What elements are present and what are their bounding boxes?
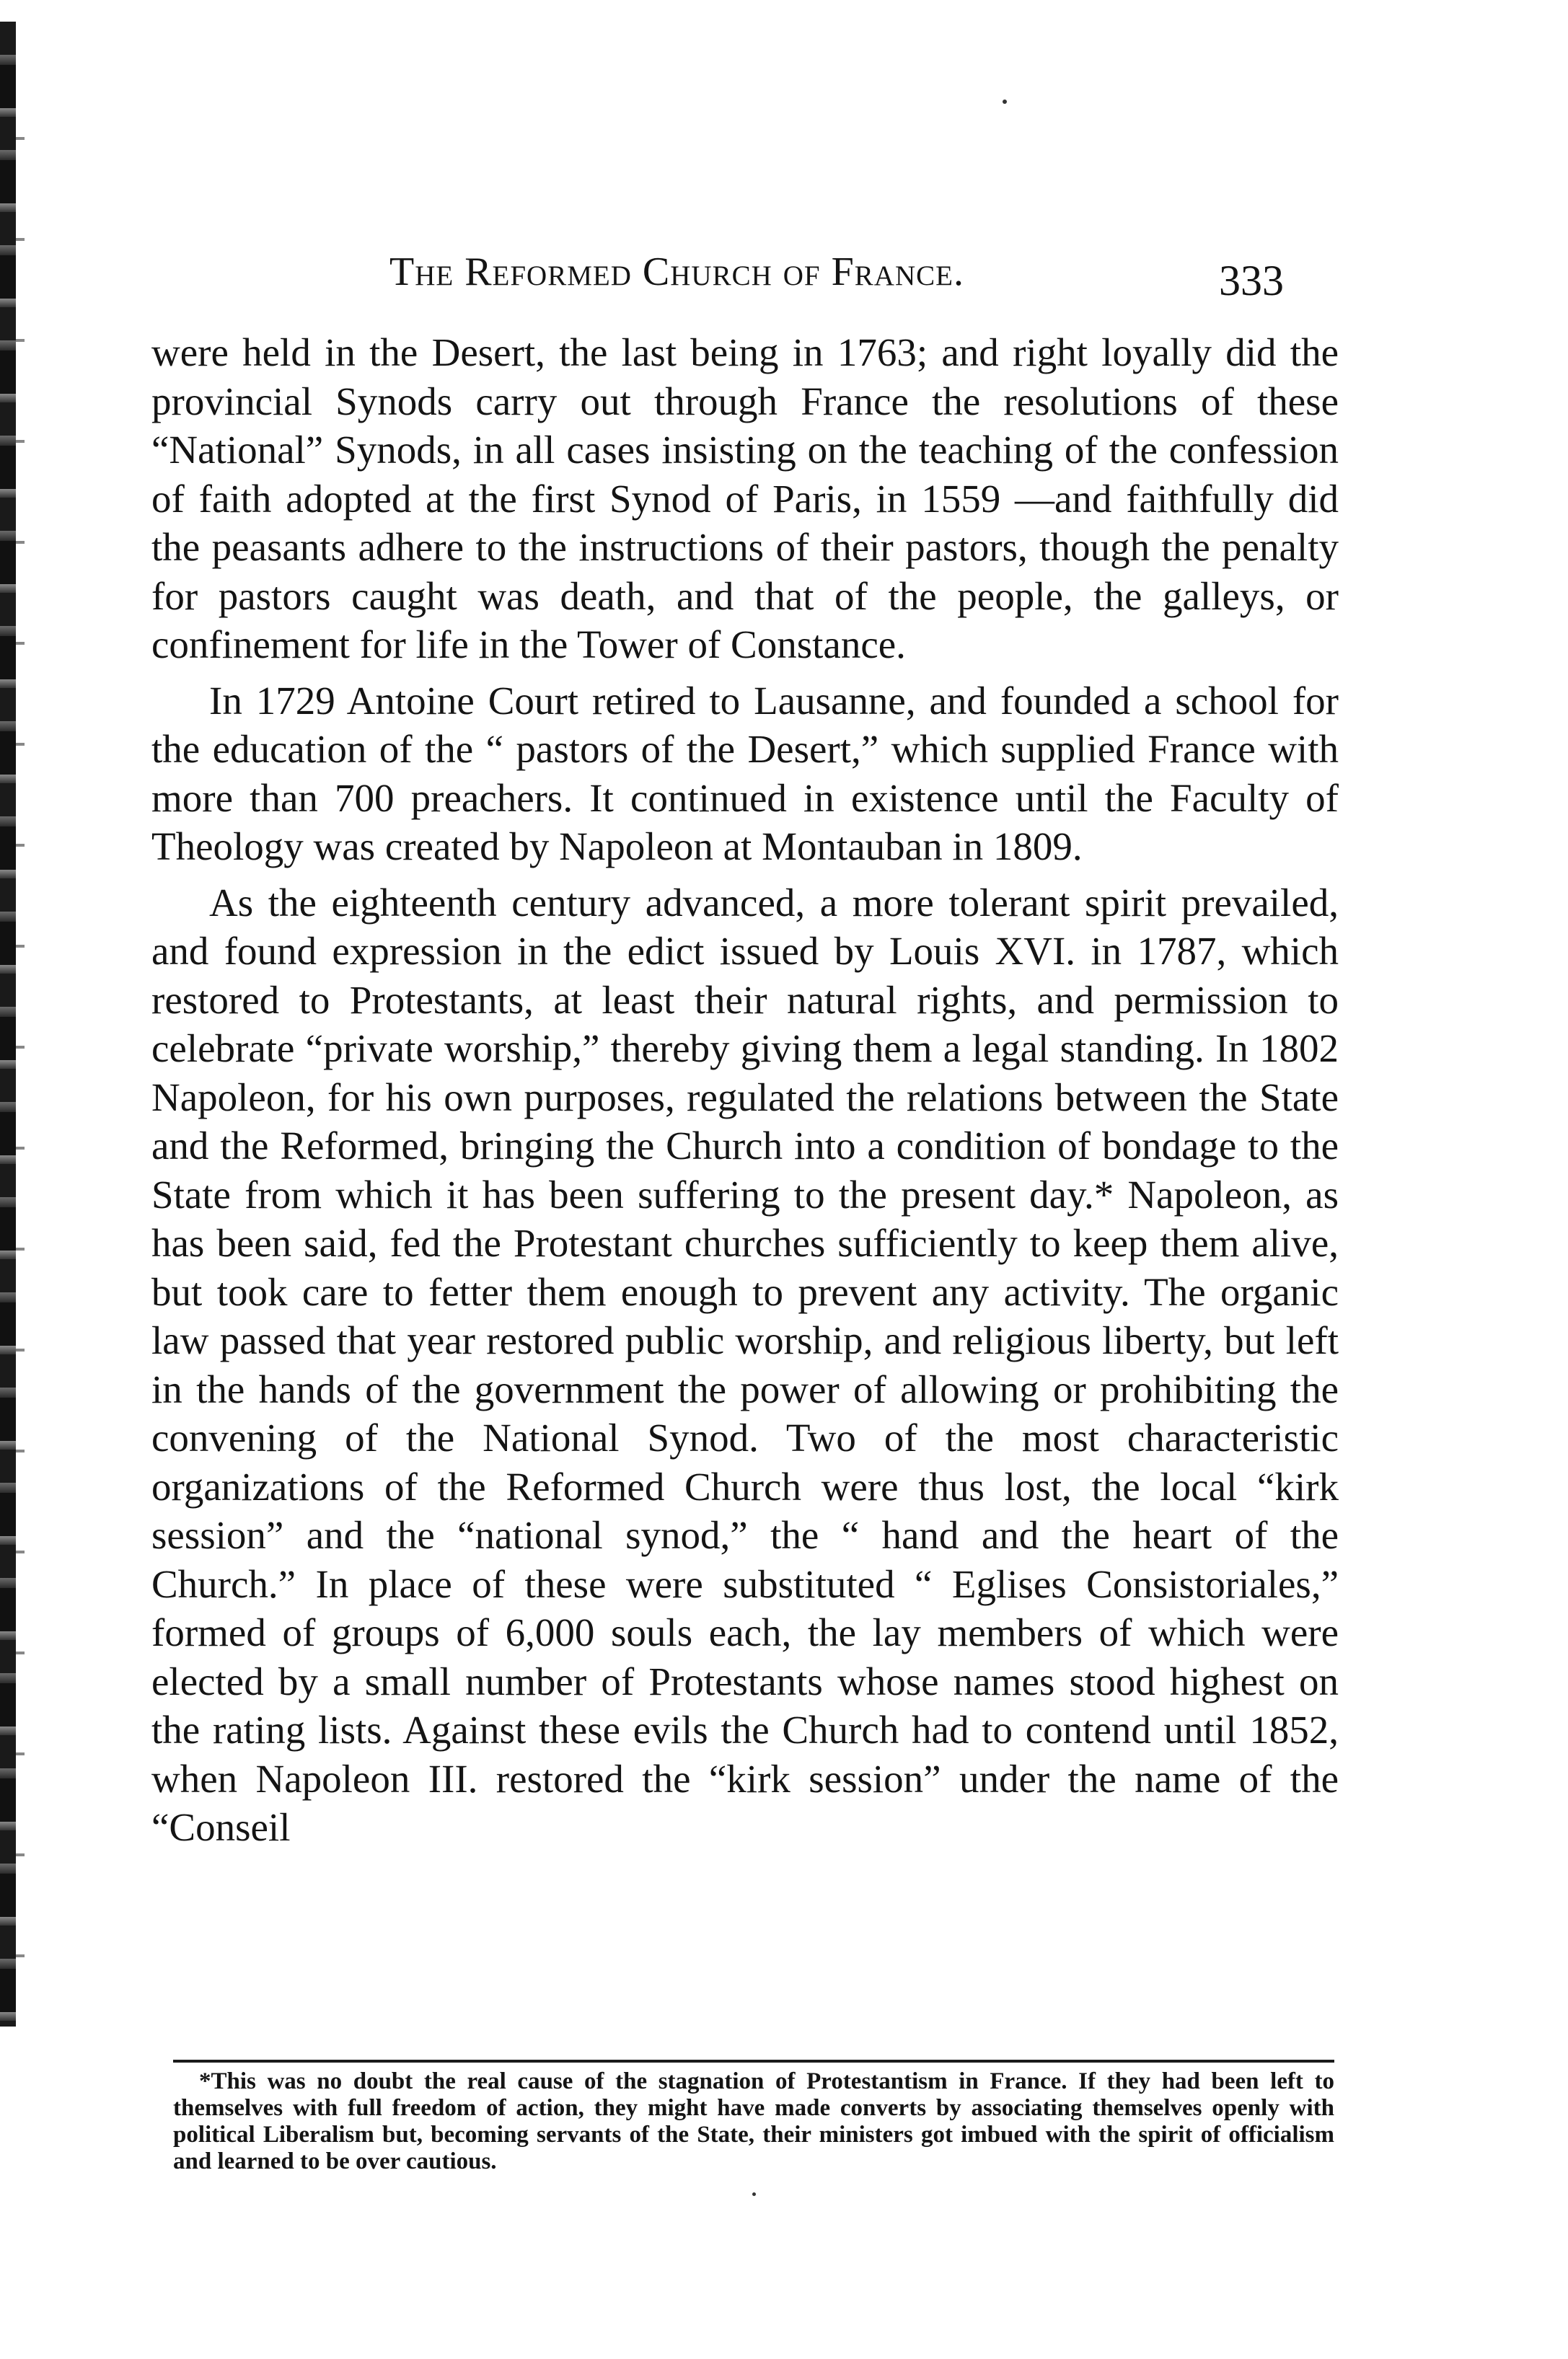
scan-speck [1003,100,1007,104]
footnote: *This was no doubt the real cause of the stagnation of Protestantism in France. If they had been left to themselves with full freedom of action, they might have made converts by associating themselves openly with political Liberalism but, becoming servants of the State, their ministers got imbued with the spirit of officialism and learned to be over cautious. [173,2068,1334,2174]
paragraph: In 1729 Antoine Court retired to Lausanne, and founded a school for the education of the “ pastors of the Desert,” which supplied France with more than 700 preachers. It continued in existence until the Faculty of Theology was created by Napoleon at Montauban in 1809. [151,678,1339,868]
footnote-rule [173,2060,1334,2063]
scan-binding-shadow [0,22,16,2027]
scan-binding-marks [16,87,25,1962]
paragraph: were held in the Desert, the last being in 1763; and right loyally did the provincial Synods carry out through France the resolutions of these “National” Synods, in all cases insisting on the teaching of the confession of faith adopted at the first Synod of Paris, in 1559 —and faithfully did the peasants adhere to the instructions of their pastors, though the penalty for pastors caught was death, and that of the people, the galleys, or confinement for life in the Tower of Constance. [151,330,1339,666]
body-text [151,328,1339,1852]
page-number: 333 [1219,257,1284,304]
running-head-title: The Reformed Church of France. [389,250,964,294]
running-head [389,249,1327,295]
paragraph: As the eighteenth century advanced, a more tolerant spirit prevailed, and found expression in the edict issued by Louis XVI. in 1787, which restored to Protestants, at least their natural rights, and permission to celebrate “private worship,” thereby giving them a legal standing. In 1802 Napoleon, for his own purposes, regulated the relations between the State and the Reformed, bringing the Church into a condition of bondage to the State from which it has been suffering to the present day.* Napoleon, as has been said, fed the Protestant churches sufficiently to keep them alive, but took care to fetter them enough to prevent any activity. The organic law passed that year restored public worship, and religious liberty, but left in the hands of the government the power of allowing or prohibiting the convening of the National Synod. Two of the most characteristic organizations of the Reformed Church were thus lost, the local “kirk session” and the “national synod,” the “ hand and the heart of the Church.” In place of these were substituted “ Eglises Consistoriales,” formed of groups of 6,000 souls each, the lay members of which were elected by a small number of Protestants whose names stood highest on the rating lists. Against these evils the Church had to contend until 1852, when Napoleon III. restored the “kirk session” under the name of the “Conseil [151,880,1339,1849]
scan-speck [752,2192,756,2196]
